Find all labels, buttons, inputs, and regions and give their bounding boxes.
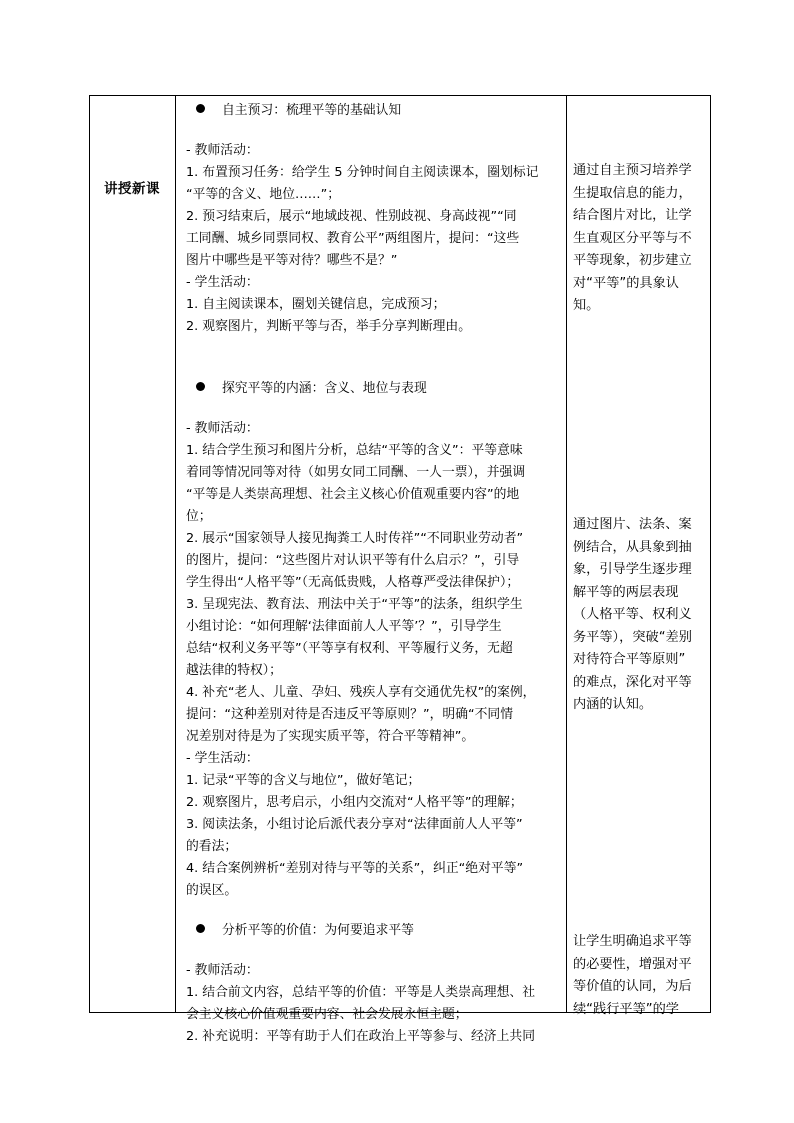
line-text: 工同酬、城乡同票同权、教育公平”两组图片，提问：“这些 — [186, 231, 520, 246]
note-line: 务平等），突破“差别 — [573, 629, 692, 645]
line-text: 提问：“这种差别对待是否违反平等原则？”，明确“不同情 — [186, 707, 514, 722]
line-text: 1. 布置预习任务：给学生 5 分钟时间自主阅读课本，圈划标记 — [186, 165, 539, 180]
note-line: 生提取信息的能力， — [573, 185, 692, 201]
note-line: 对“平等”的具象认 — [573, 275, 679, 291]
line-text: 2. 观察图片，思考启示，小组内交流对“人格平等”的理解； — [186, 795, 523, 810]
line-text: 1. 自主阅读课本，圈划关键信息，完成预习； — [186, 297, 446, 312]
content-body — [176, 96, 566, 1044]
line-text: 自主预习：梳理平等的基础认知 — [222, 103, 402, 118]
line-text: 总结“权利义务平等”（平等享有权利、平等履行义务，无超 — [186, 641, 513, 656]
content-line — [186, 616, 560, 638]
line-text: 着同等情况同等对待（如男女同工同酬、一人一票），并强调 — [186, 465, 526, 480]
line-text: 的图片，提问：“这些图片对认识平等有什么启示？”，引导 — [186, 553, 520, 568]
content-line — [186, 682, 560, 704]
content-line — [186, 858, 560, 880]
content-line — [186, 550, 560, 572]
line-text: - 学生活动： — [186, 275, 259, 290]
line-text: 位； — [186, 509, 212, 524]
line-text: “平等的含义、地位……”； — [186, 187, 341, 202]
content-line — [186, 770, 560, 792]
bullet-icon — [196, 104, 205, 113]
content-line — [186, 726, 560, 748]
line-text: 的看法； — [186, 839, 238, 854]
line-text: 学生得出“人格平等”（无高低贵贱，人格尊严受法律保护）； — [186, 575, 520, 590]
content-line — [186, 792, 560, 814]
content-line — [186, 814, 560, 836]
line-text: 2. 展示“国家领导人接见掏粪工人时传祥”“不同职业劳动者” — [186, 531, 524, 546]
line-text: “平等是人类崇高理想、社会主义核心价值观重要内容”的地 — [186, 487, 520, 502]
line-text: - 教师活动： — [186, 963, 259, 978]
note-line: 生直观区分平等与不 — [573, 230, 692, 246]
content-line — [186, 960, 560, 982]
content-line — [186, 184, 560, 206]
content-line — [186, 660, 560, 682]
line-text: 2. 补充说明：平等有助于人们在政治上平等参与、经济上共同 — [186, 1029, 535, 1044]
line-text: 1. 结合前文内容，总结平等的价值：平等是人类崇高理想、社 — [186, 985, 535, 1000]
line-text: 3. 呈现宪法、教育法、刑法中关于“平等”的法条，组织学生 — [186, 597, 523, 612]
content-line — [186, 140, 560, 162]
line-text: - 学生活动： — [186, 751, 259, 766]
lesson-plan-table — [89, 95, 711, 1044]
line-text: 越法律的特权）； — [186, 663, 282, 678]
line-text: 图片中哪些是平等对待？哪些不是？” — [186, 253, 398, 268]
content-line — [186, 880, 560, 902]
stage-cell — [90, 96, 176, 1013]
content-line — [186, 316, 560, 338]
note-line: 解平等的两层表现 — [573, 584, 679, 600]
content-line — [186, 206, 560, 228]
line-text: 1. 结合学生预习和图片分析，总结“平等的含义”：平等意味 — [186, 443, 523, 458]
note-line: 续“践行平等”的学 — [573, 1001, 679, 1017]
content-line — [186, 484, 560, 506]
note-line: 通过自主预习培养学 — [573, 163, 692, 178]
line-text: 1. 记录“平等的含义与地位”，做好笔记； — [186, 773, 421, 788]
content-line — [186, 506, 560, 528]
bullet-icon — [196, 924, 205, 933]
content-line — [186, 1026, 560, 1048]
notes-body — [567, 96, 710, 1017]
note-line: 内涵的认知。 — [573, 697, 653, 712]
note-line: 让学生明确追求平等 — [573, 934, 692, 949]
content-line — [186, 982, 560, 1004]
notes-cell — [567, 96, 711, 1017]
line-text: 4. 补充“老人、儿童、孕妇、残疾人享有交通优先权”的案例， — [186, 685, 536, 700]
content-line — [186, 1004, 560, 1026]
content-line — [186, 748, 560, 770]
line-text: 2. 观察图片，判断平等与否，举手分享判断理由。 — [186, 319, 472, 334]
line-text: 的误区。 — [186, 883, 238, 898]
line-text: 分析平等的价值：为何要追求平等 — [222, 923, 414, 938]
content-line — [186, 638, 560, 660]
line-text: 3. 阅读法条，小组讨论后派代表分享对“法律面前人人平等” — [186, 817, 523, 832]
section-heading — [196, 378, 560, 400]
content-line — [186, 440, 560, 462]
content-line — [186, 294, 560, 316]
line-text: 探究平等的内涵：含义、地位与表现 — [222, 381, 427, 396]
content-line — [186, 162, 560, 184]
content-line — [186, 462, 560, 484]
content-line — [186, 704, 560, 726]
line-text: 况差别对待是为了实现实质平等，符合平等精神”。 — [186, 729, 475, 744]
note-line: 等价值的认同，为后 — [573, 979, 692, 994]
stage-label: 讲授新课 — [104, 181, 160, 197]
note-line: 例结合，从具象到抽 — [573, 539, 692, 555]
line-text: 会主义核心价值观重要内容、社会发展永恒主题； — [186, 1007, 468, 1022]
content-line — [186, 594, 560, 616]
section-heading — [196, 100, 560, 122]
content-line — [186, 528, 560, 550]
content-line — [186, 836, 560, 858]
note-line: （人格平等、权利义 — [573, 607, 692, 622]
content-line — [186, 228, 560, 250]
line-text: - 教师活动： — [186, 421, 259, 436]
line-text: 4. 结合案例辨析“差别对待与平等的关系”，纠正“绝对平等” — [186, 861, 524, 876]
content-line — [186, 272, 560, 294]
note-line: 象，引导学生逐步理 — [573, 562, 692, 577]
table-row — [90, 96, 711, 1013]
note-line: 通过图片、法条、案 — [573, 517, 692, 532]
note-line: 知。 — [573, 298, 600, 313]
line-text: 2. 预习结束后，展示“地域歧视、性别歧视、身高歧视”“同 — [186, 209, 517, 224]
content-line — [186, 250, 560, 272]
note-line: 的难点，深化对平等 — [573, 674, 692, 690]
line-text: - 教师活动： — [186, 143, 259, 158]
content-line — [186, 418, 560, 440]
line-text: 小组讨论：“如何理解‘法律面前人人平等’？”，引导学生 — [186, 619, 502, 634]
bullet-icon — [196, 382, 205, 391]
note-line: 的必要性，增强对平 — [573, 956, 692, 972]
content-line — [186, 572, 560, 594]
section-heading — [196, 920, 560, 942]
note-line: 平等现象，初步建立 — [573, 253, 692, 268]
note-line: 对待符合平等原则” — [573, 652, 686, 667]
note-line: 结合图片对比，让学 — [573, 208, 692, 223]
content-cell — [176, 96, 567, 1044]
